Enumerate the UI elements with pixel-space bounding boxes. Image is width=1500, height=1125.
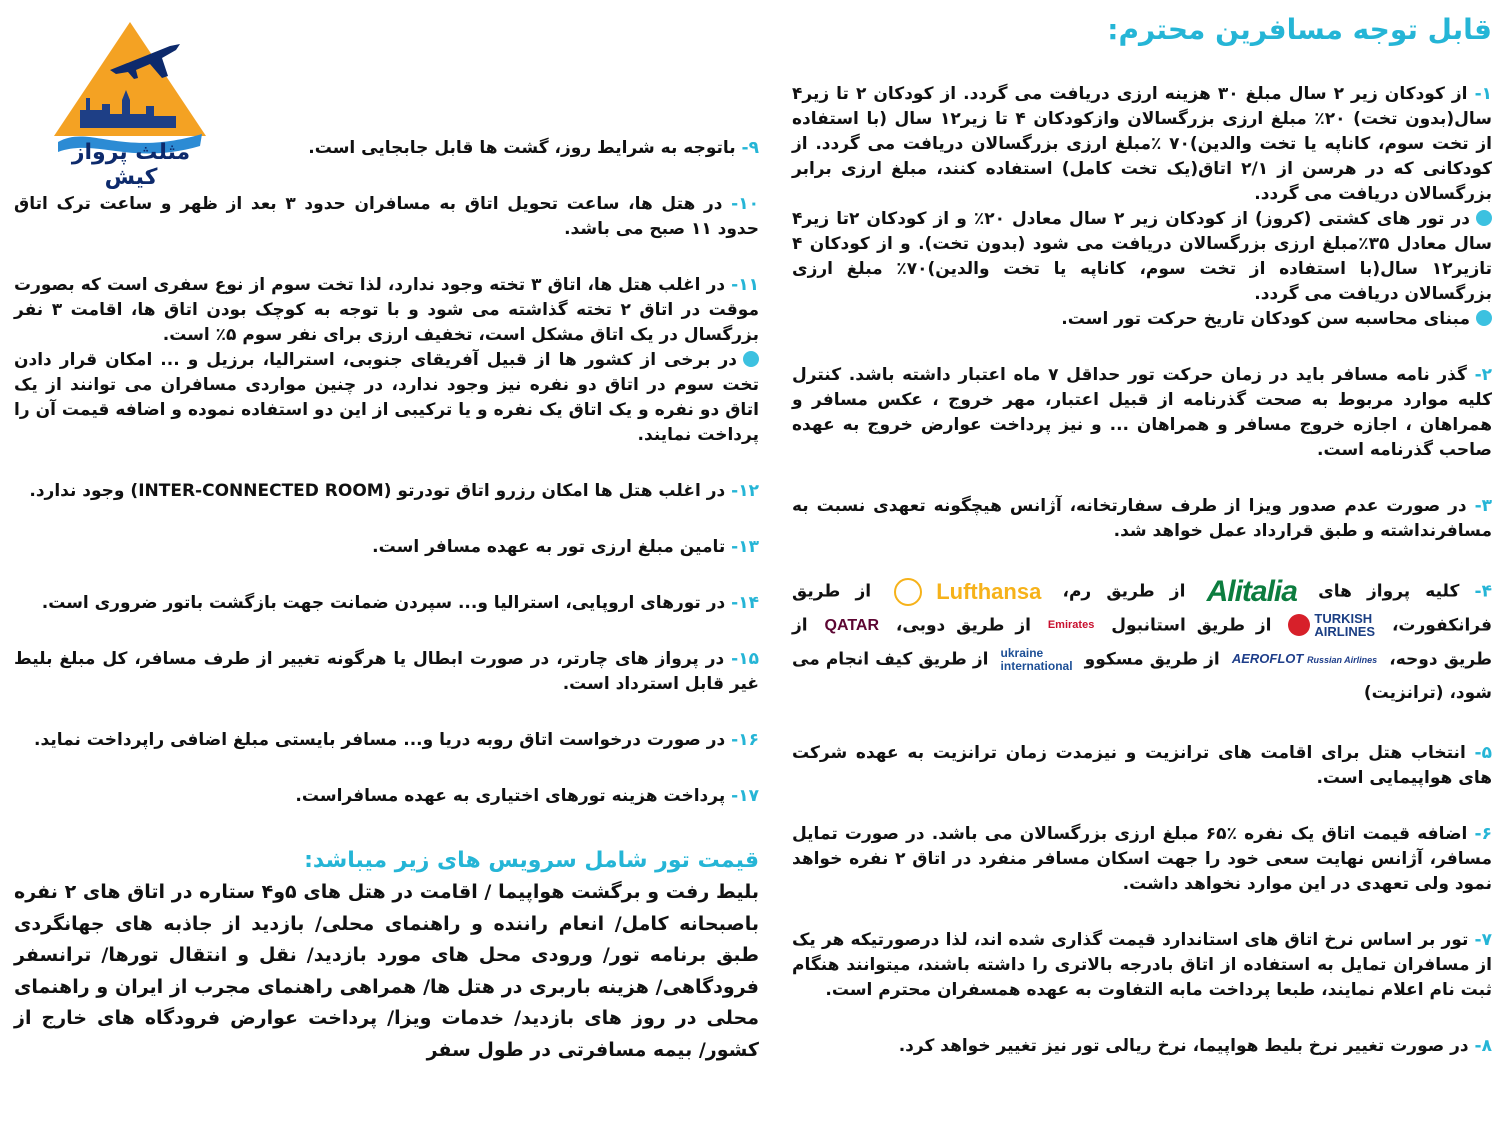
right-column [792, 10, 1492, 1090]
bullet-text: در برخی از کشور ها از قبیل آفریقای جنوبی، استرالیا، برزیل و ... امکان قرار دادن تخت سوم در اتاق دو نفره نیز وجود ندارد، در چنین مواردی مسافران می توانند از یک اتاق دو نفره و یک اتاق یک نفره و یا ترکیبی از این دو استفاده نموده و اضافه قیمت آن را پرداخت نمایند. [14, 350, 759, 445]
condition-item-4 [792, 575, 1492, 710]
qatar-airways-logo: QATAR [824, 616, 880, 634]
aeroflot-name: AEROFLOT [1231, 651, 1304, 666]
item-number: ۴- [1474, 581, 1492, 602]
turkish-line2: AIRLINES [1314, 624, 1376, 639]
condition-item-2 [792, 363, 1492, 463]
condition-item-9 [14, 136, 759, 161]
item-text: از طریق کیف انجام می شود، [792, 649, 1492, 703]
bullet-text: مبنای محاسبه سن کودکان تاریخ حرکت تور است. [1061, 309, 1470, 329]
condition-item-14 [14, 591, 759, 616]
condition-item-12 [14, 479, 759, 504]
bullet-icon [743, 351, 759, 367]
aeroflot-sub: Russian Airlines [1306, 655, 1378, 665]
aeroflot-logo [1232, 642, 1377, 677]
emirates-logo: Emirates [1047, 618, 1095, 631]
lufthansa-logo: Lufthansa [936, 579, 1042, 604]
item-text: تامین مبلغ ارزی تور به عهده مسافر است. [372, 537, 726, 557]
bullet-icon [1476, 210, 1492, 226]
item-number: ۳- [1474, 496, 1493, 516]
item-text: از طریق دوبی، [895, 615, 1031, 635]
condition-item-15 [14, 647, 759, 697]
item-number: ۵- [1474, 743, 1492, 763]
item-text: در صورت درخواست اتاق روبه دریا و... مسافر بایستی مبلغ اضافی راپرداخت نماید. [34, 730, 726, 750]
item-text: در پرواز های چارتر، در صورت ابطال یا هرگونه تغییر از طرف مسافر، کل مبلغ بلیط غیر قابل استرداد است. [14, 649, 759, 694]
condition-item-1 [792, 82, 1492, 332]
page-title: قابل توجه مسافرین محترم: [1107, 13, 1492, 46]
bullet-text: در تور های کشتی (کروز) از کودکان زیر ۲ سال معادل ۲۰٪ و از کودکان ۲تا زیر۴ سال معادل ۳۵٪مبلغ ارزی بزرگسالان دریافت می شود (بدون تخت). و از کودکان ۴ تازیر۱۲ سال(با استفاده از تخت سوم، کاناپه یا تخت والدین)۷۰٪ مبلغ ارزی بزرگسالان دریافت می گردد. [792, 209, 1493, 304]
ukraine-line1: ukraine [1000, 645, 1044, 660]
item-number: ۱۵- [731, 649, 759, 669]
condition-item-17 [14, 784, 759, 809]
bullet-icon [1476, 310, 1492, 326]
condition-item-8 [792, 1034, 1492, 1059]
item-number: ۸- [1474, 1036, 1492, 1056]
ukraine-line2: international [1000, 658, 1073, 673]
item-text: (ترانزیت) [1363, 683, 1444, 703]
bullet-third-bed [14, 348, 759, 448]
item-number: ۱۱- [731, 275, 759, 295]
item-number: ۱- [1474, 84, 1493, 104]
left-column [14, 136, 759, 1066]
item-number: ۹- [741, 138, 759, 158]
condition-item-3 [792, 494, 1492, 544]
item-text: از طریق فرانکفورت، [792, 581, 1492, 635]
item-number: ۶- [1474, 824, 1492, 844]
turkish-airlines-icon [1288, 614, 1310, 636]
condition-item-10 [14, 192, 759, 242]
ukraine-international-logo [1001, 647, 1073, 673]
condition-item-16 [14, 728, 759, 753]
item-text: کلیه پرواز های [1318, 581, 1460, 602]
item-text: از طریق رم، [1062, 581, 1186, 602]
item-number: ۲- [1474, 365, 1493, 385]
condition-item-11 [14, 273, 759, 448]
item-text: از کودکان زیر ۲ سال مبلغ ۳۰ هزینه ارزی دریافت می گردد. از کودکان ۲ تا زیر۴ سال(بدون تخت) ۲۰٪ مبلغ ارزی بزرگسالان وازکودکان ۴ تا زیر۱۲ سال (با استفاده از تخت سوم، کاناپه یا تخت والدین)۷۰ ٪مبلغ ارزی بزرگسالان دریافت می گردد. از کودکانی که در هرسن از ۲/۱ اتاق(یک تخت کامل) استفاده کنند، مبلغ ارزی برابر بزرگسالان دریافت می گردد. [792, 84, 1493, 204]
bullet-age [792, 307, 1492, 332]
bullet-cruise [792, 207, 1492, 307]
item-number: ۱۳- [731, 537, 759, 557]
item-number: ۷- [1474, 930, 1492, 950]
item-text: گذر نامه مسافر باید در زمان حرکت تور حداقل ۷ ماه اعتبار داشته باشد. کنترل کلیه موارد مربوط به صحت گذرنامه از قبیل اعتبار، مهر خروج ، عکس مسافر و همراهان ، اجازه خروج مسافر و همراهان ... و نیز پرداخت عوارض خروج به عهده صاحب گذرنامه است. [792, 365, 1492, 460]
item-text: از طریق مسکوو [1084, 649, 1220, 670]
alitalia-logo: Alitalia [1206, 575, 1297, 608]
item-text: در اغلب هتل ها، اتاق ۳ تخته وجود ندارد، لذا تخت سوم از نوع سفری است که بصورت موقت در اتاق ۲ تخته گذاشته می شود و با توجه به کوچک بودن اتاق ها، اقامت ۳ نفر بزرگسال در یک اتاق مشکل است، تخفیف ارزی برای نفر سوم ۵٪ است. [14, 275, 759, 345]
item-number: ۱۶- [731, 730, 759, 750]
turkish-line1: TURKISH [1314, 611, 1373, 626]
condition-item-13 [14, 535, 759, 560]
logo-name: مثلث پرواز کیش [71, 140, 191, 190]
item-text: از طریق استانبول [1111, 615, 1272, 635]
item-text: اضافه قیمت اتاق یک نفره ٪۶۵ مبلغ ارزی بزرگسالان می باشد. در صورت تمایل مسافر، آژانس نهایت سعی خود را جهت اسکان مسافر منفرد در اتاق ۲ نفره خواهد نمود ولی تعهدی در این موارد نخواهد داشت. [792, 824, 1493, 894]
condition-item-6 [792, 822, 1492, 897]
item-text: باتوجه به شرایط روز، گشت ها قابل جابجایی است. [308, 138, 736, 158]
item-text: انتخاب هتل برای اقامت های ترانزیت و نیزمدت زمان ترانزیت به عهده شرکت های هواپیمایی است. [792, 743, 1492, 788]
item-text: تور بر اساس نرخ اتاق های استاندارد قیمت گذاری شده اند، لذا درصورتیکه هر یک از مسافران تمایل به استفاده از اتاق بادرجه بالاتری را داشته باشند، میتوانند هنگام ثبت نام اعلام نمایند، طبعا پرداخت مابه التفاوت به عهده همسفران محترم است. [792, 930, 1492, 1000]
item-text: در اغلب هتل ها امکان رزرو اتاق تودرتو (INTER-CONNECTED ROOM) وجود ندارد. [29, 481, 726, 501]
item-text: پرداخت هزینه تورهای اختیاری به عهده مسافراست. [295, 786, 726, 806]
services-text: بلیط رفت و برگشت هواپیما / اقامت در هتل های ۵و۴ ستاره در اتاق های ۲ نفره باصبحانه کامل/ انعام راننده و راهنمای محلی/ بازدید از جاذبه های جهانگردی طبق برنامه تور/ ورودی محل های مورد بازدید/ نقل و انتقال تورها/ ترانسفر فرودگاهی/ هزینه باربری در هتل ها/ همراهی راهنمای مجرب از ایران و راهنمای محلی در روز های بازدید/ خدمات ویزا/ پرداخت عوارض فرودگاه های خارج از کشور/ بیمه مسافرتی در طول سفر [14, 881, 759, 1061]
item-number: ۱۴- [731, 593, 759, 613]
item-number: ۱۰- [731, 194, 759, 214]
item-text: در صورت تغییر نرخ بلیط هواپیما، نرخ ریالی تور نیز تغییر خواهد کرد. [898, 1036, 1469, 1056]
lufthansa-crane-icon [894, 578, 922, 606]
item-text: در صورت عدم صدور ویزا از طرف سفارتخانه، آژانس هیچگونه تعهدی نسبت به مسافرنداشته و طبق قرارداد عمل خواهد شد. [792, 496, 1492, 541]
item-text: از طریق دوحه، [792, 615, 1492, 670]
condition-item-7 [792, 928, 1492, 1003]
condition-item-5 [792, 741, 1492, 791]
item-text: در تورهای اروپایی، استرالیا و... سپردن ضمانت جهت بازگشت باتور ضروری است. [41, 593, 726, 613]
item-number: ۱۲- [731, 481, 759, 501]
turkish-airlines-logo [1288, 612, 1375, 638]
services-heading: قیمت تور شامل سرویس های زیر میباشد: [304, 848, 759, 873]
item-number: ۱۷- [731, 786, 759, 806]
item-text: در هتل ها، ساعت تحویل اتاق به مسافران حدود ۳ بعد از ظهر و ساعت ترک اتاق حدود ۱۱ صبح می باشد. [14, 194, 759, 239]
